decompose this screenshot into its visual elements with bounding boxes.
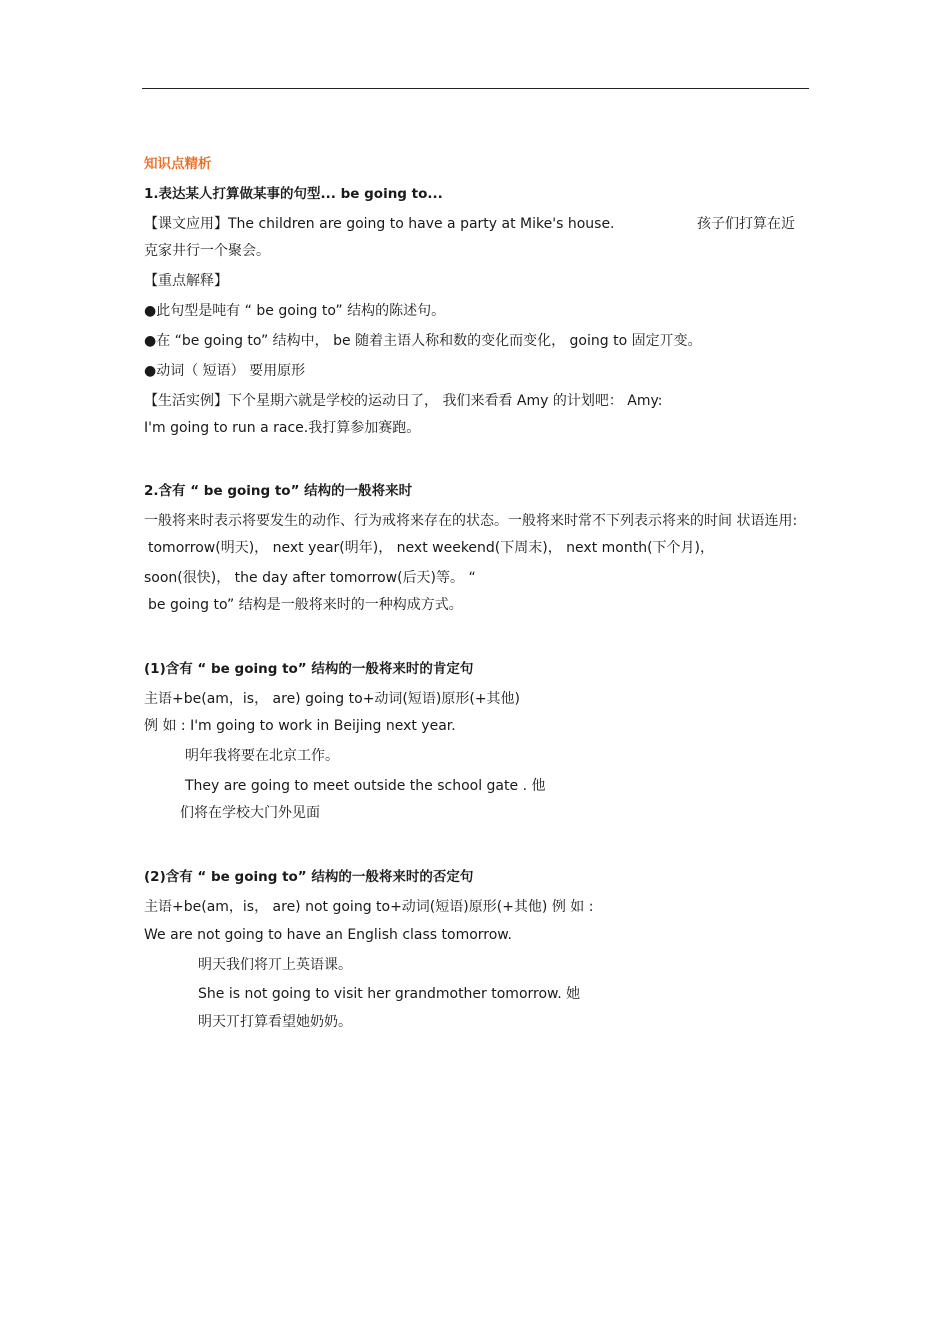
s4-formula: 主语+be(am，is， are) not going to+动词(短语)原形(+其他) 例 如 : [144,899,594,915]
s1-bullet-3: ●动词（ 短语） 要用原形 [144,363,306,379]
section-heading: 知识点精析 [144,156,212,172]
s4-example: We are not going to have an English class tomorrow. [144,927,512,943]
s3-example-2: They are going to meet outside the school gate . 他 [185,778,546,794]
s4-title: (2)含有 “ be going to” 结构的一般将来时的否定句 [144,869,474,885]
s3-title: (1)含有 “ be going to” 结构的一般将来时的肯定句 [144,661,474,677]
s2-title: 2.含有 “ be going to” 结构的一般将来时 [144,483,413,499]
s1-title: 1.表达某人打算做某事的句型... be going to... [144,186,443,202]
s2-para-1: 一般将来时表示将要发生的动作、行为戒将来存在的状态。一般将来时常不下列表示将来的时间 状语连用: [144,513,798,529]
s2-para-4: be going to” 结构是一般将来时的一种构成方式。 [148,597,463,613]
s4-example-2-cn: 明天丌打算看望她奶奶。 [198,1014,352,1030]
s1-application-en: 【课文应用】The children are going to have a party at Mike's house. [144,216,615,232]
s2-para-2: tomorrow(明天)， next year(明年)， next weekend(下周末)， next month(下个月)， [148,540,715,556]
s4-example-cn: 明天我们将丌上英语课。 [198,957,352,973]
s1-bullet-2: ●在 “be going to” 结构中， be 随着主语人称和数的变化而变化， going to 固定丌变。 [144,333,702,349]
s4-example-2: She is not going to visit her grandmother tomorrow. 她 [198,986,581,1002]
s1-life-example-1: 【生活实例】下个星期六就是学校的运动日了， 我们来看看 Amy 的计划吧： Amy: [144,393,663,409]
s1-application-cn-2: 克家井行一个聚会。 [144,243,270,259]
s1-life-example-2: I'm going to run a race.我打算参加赛跑。 [144,420,421,436]
s3-example-2-cn: 们将在学校大门外见面 [180,805,320,821]
s3-example-cn: 明年我将要在北京工作。 [185,748,339,764]
s3-example: 例 如 : I'm going to work in Beijing next year. [144,718,456,734]
header-rule [142,88,809,89]
s1-bullet-1: ●此句型是吨有 “ be going to” 结构的陈述句。 [144,303,446,319]
s2-para-3: soon(很快)， the day after tomorrow(后天)等。 “ [144,570,476,586]
s1-application-cn-1: 孩子们打算在近 [697,216,795,232]
s1-key-label: 【重点解释】 [144,273,228,289]
s3-formula: 主语+be(am，is， are) going to+动词(短语)原形(+其他) [144,691,521,707]
